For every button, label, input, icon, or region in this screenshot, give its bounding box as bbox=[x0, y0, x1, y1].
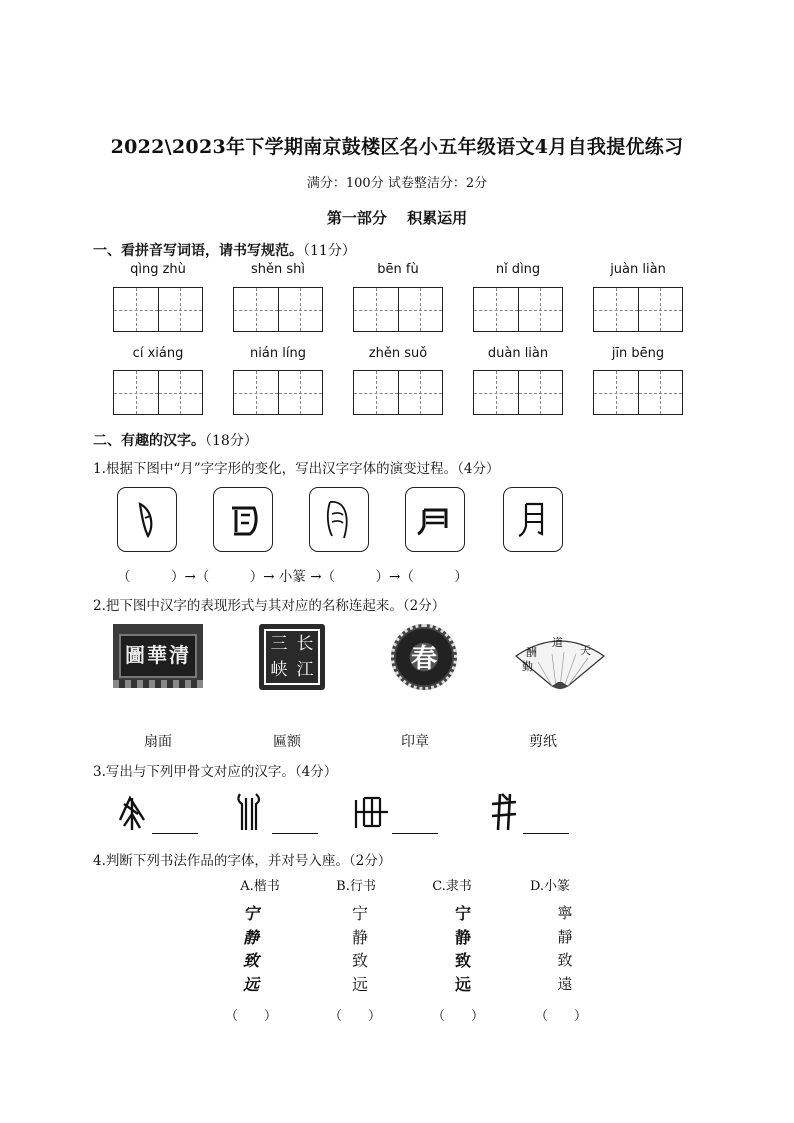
calligraphy-char: 静 bbox=[242, 927, 259, 947]
calligraphy-column bbox=[236, 902, 266, 996]
pinyin-label: duàn liàn bbox=[487, 346, 549, 361]
seal-image bbox=[259, 624, 325, 690]
writing-grid[interactable] bbox=[233, 287, 323, 332]
glyph-bronze bbox=[213, 487, 273, 552]
writing-grid[interactable] bbox=[113, 287, 203, 332]
writing-grid[interactable] bbox=[353, 287, 443, 332]
question-4: 4.判断下列书法作品的字体，并对号入座。（2分） bbox=[93, 853, 392, 869]
pinyin-label: nián líng bbox=[250, 346, 306, 361]
font-option: B.行书 bbox=[336, 879, 376, 894]
oracle-glyph-4 bbox=[488, 790, 520, 838]
section2-title: 二、有趣的汉字。 bbox=[93, 433, 205, 449]
calligraphy-char: 致 bbox=[454, 951, 471, 970]
calligraphy-char: 靜 bbox=[557, 927, 573, 946]
plaque-image bbox=[113, 624, 203, 688]
section2-points: （18分） bbox=[205, 433, 258, 449]
papercut-text: 春 bbox=[410, 644, 437, 674]
seal-char: 长 bbox=[296, 634, 314, 654]
answer-paren[interactable]: （ ） bbox=[431, 1009, 484, 1024]
seal-char: 峡 bbox=[270, 660, 288, 680]
fan-char: 天 bbox=[580, 644, 591, 657]
calligraphy-char: 致 bbox=[242, 951, 259, 970]
glyph-oracle-bone bbox=[117, 487, 177, 552]
calligraphy-char: 静 bbox=[351, 927, 368, 947]
calligraphy-char: 致 bbox=[557, 951, 573, 969]
writing-grid[interactable] bbox=[473, 287, 563, 332]
pinyin-label: cí xiáng bbox=[132, 346, 184, 361]
font-option: A.楷书 bbox=[240, 879, 280, 894]
calligraphy-column bbox=[448, 902, 478, 996]
answer-paren[interactable]: （ ） bbox=[534, 1009, 587, 1024]
pinyin-label: jīn bēng bbox=[611, 346, 665, 361]
writing-grid[interactable] bbox=[593, 287, 683, 332]
writing-grid[interactable] bbox=[593, 370, 683, 415]
page-title: 2022\2023年下学期南京鼓楼区名小五年级语文4月自我提优练习 bbox=[110, 136, 684, 158]
section1-heading bbox=[93, 240, 356, 260]
calligraphy-char: 远 bbox=[454, 974, 471, 994]
calligraphy-char: 静 bbox=[454, 927, 471, 947]
section1-points: （11分） bbox=[303, 243, 356, 259]
calligraphy-char: 宁 bbox=[351, 904, 368, 923]
section1-title: 一、看拼音写词语，请书写规范。 bbox=[93, 243, 303, 259]
oracle-glyph-1 bbox=[114, 790, 150, 838]
answer-blank[interactable] bbox=[523, 832, 569, 834]
evolution-answer-line[interactable]: （ ）→（ ）→ 小篆 →（ ）→（ ） bbox=[117, 569, 468, 585]
calligraphy-char: 远 bbox=[242, 974, 259, 994]
font-option: D.小篆 bbox=[529, 879, 571, 894]
oracle-glyph-3 bbox=[352, 790, 392, 838]
glyph-clerical bbox=[405, 487, 465, 552]
section2-heading bbox=[93, 430, 258, 450]
writing-grid[interactable] bbox=[233, 370, 323, 415]
pinyin-label: bēn fù bbox=[377, 262, 419, 277]
papercut-image bbox=[391, 624, 457, 690]
calligraphy-column bbox=[550, 902, 580, 996]
glyph-regular bbox=[503, 487, 563, 552]
writing-grid[interactable] bbox=[473, 370, 563, 415]
pinyin-label: nǐ dìng bbox=[495, 262, 541, 277]
seal-char: 三 bbox=[270, 634, 288, 654]
answer-blank[interactable] bbox=[272, 832, 318, 834]
calligraphy-char: 遠 bbox=[557, 974, 573, 993]
match-label[interactable]: 扇面 bbox=[144, 734, 172, 750]
match-label[interactable]: 剪纸 bbox=[529, 734, 557, 750]
glyph-small-seal bbox=[309, 487, 369, 552]
question-2: 2.把下图中汉字的表现形式与其对应的名称连起来。（2分） bbox=[93, 598, 446, 614]
pinyin-label: shěn shì bbox=[250, 262, 305, 277]
question-1: 1.根据下图中“月”字字形的变化，写出汉字字体的演变过程。（4分） bbox=[93, 461, 500, 477]
plaque-text: 圖華清 bbox=[119, 634, 197, 678]
part-heading: 第一部分 积累运用 bbox=[326, 209, 468, 227]
match-label[interactable]: 匾额 bbox=[273, 734, 301, 750]
calligraphy-char: 宁 bbox=[454, 904, 471, 923]
fan-char: 勤 bbox=[522, 660, 533, 673]
answer-blank[interactable] bbox=[152, 832, 198, 834]
fan-char: 道 bbox=[552, 636, 563, 649]
score-info: 满分：100分 试卷整洁分：2分 bbox=[306, 176, 488, 191]
calligraphy-char: 宁 bbox=[242, 904, 259, 923]
calligraphy-column bbox=[345, 902, 375, 996]
answer-paren[interactable]: （ ） bbox=[328, 1009, 381, 1024]
match-label[interactable]: 印章 bbox=[401, 734, 429, 750]
writing-grid[interactable] bbox=[113, 370, 203, 415]
oracle-glyph-2 bbox=[232, 788, 268, 838]
font-option: C.隶书 bbox=[432, 879, 472, 894]
fan-char: 酬 bbox=[526, 646, 537, 659]
seal-char: 江 bbox=[296, 660, 314, 680]
pinyin-label: qìng zhù bbox=[130, 262, 186, 277]
answer-paren[interactable]: （ ） bbox=[224, 1009, 277, 1024]
pinyin-label: zhěn suǒ bbox=[368, 346, 428, 361]
calligraphy-char: 寧 bbox=[557, 904, 573, 922]
calligraphy-char: 远 bbox=[351, 974, 368, 994]
fan-image bbox=[512, 632, 608, 696]
pinyin-label: juàn liàn bbox=[610, 262, 666, 277]
calligraphy-char: 致 bbox=[351, 951, 368, 970]
question-3: 3.写出与下列甲骨文对应的汉字。（4分） bbox=[93, 764, 338, 780]
writing-grid[interactable] bbox=[353, 370, 443, 415]
answer-blank[interactable] bbox=[392, 832, 438, 834]
